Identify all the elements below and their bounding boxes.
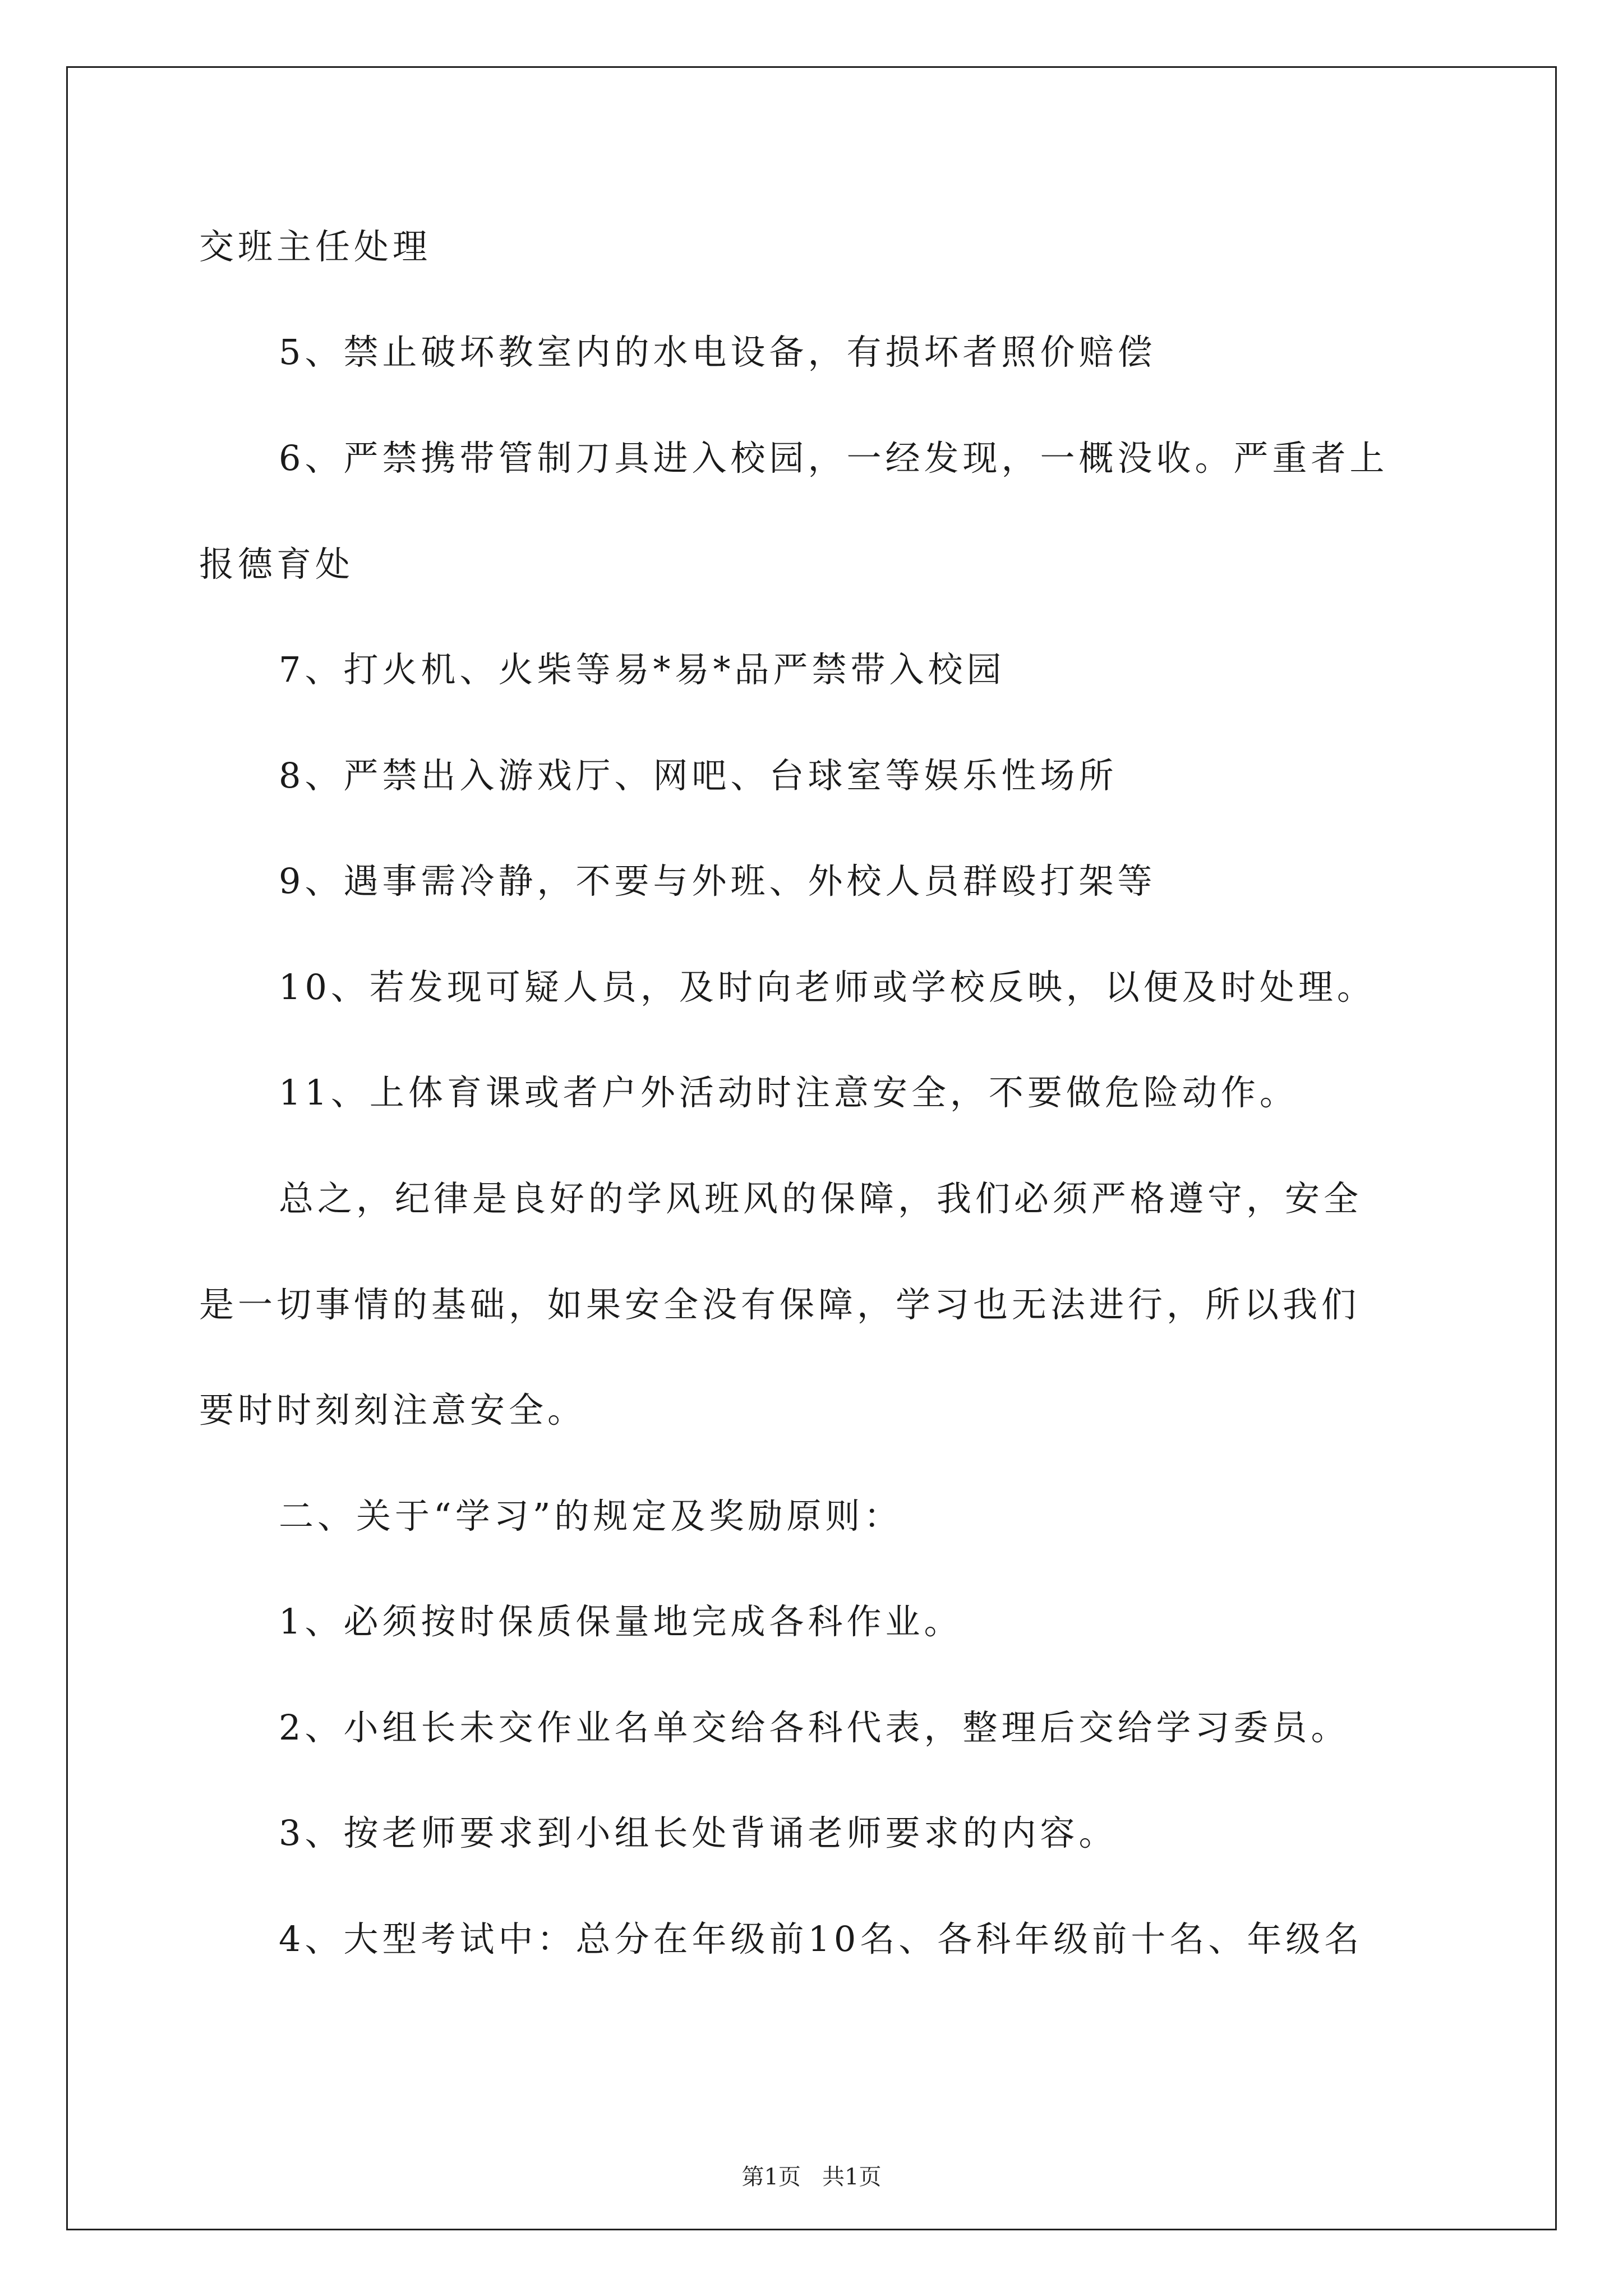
text-line: 2、小组长未交作业名单交给各科代表，整理后交给学习委员。 bbox=[279, 1707, 1350, 1748]
text-line: 6、严禁携带管制刀具进入校园，一经发现，一概没收。严重者上 bbox=[279, 438, 1389, 478]
page-border bbox=[66, 66, 1557, 2230]
text-line: 8、严禁出入游戏厅、网吧、台球室等娱乐性场所 bbox=[279, 755, 1118, 796]
section-heading: 二、关于“学习”的规定及奖励原则： bbox=[279, 1496, 903, 1536]
text-line: 3、按老师要求到小组长处背诵老师要求的内容。 bbox=[279, 1812, 1118, 1853]
page-number-footer: 第1页 共1页 bbox=[741, 2164, 882, 2190]
text-line: 要时时刻刻注意安全。 bbox=[199, 1389, 587, 1430]
text-line: 5、禁止破坏教室内的水电设备，有损坏者照价赔偿 bbox=[279, 332, 1156, 372]
text-line: 11、上体育课或者户外活动时注意安全，不要做危险动作。 bbox=[279, 1072, 1298, 1113]
text-line: 10、若发现可疑人员，及时向老师或学校反映，以便及时处理。 bbox=[279, 967, 1376, 1007]
text-line: 交班主任处理 bbox=[199, 226, 432, 267]
text-line: 7、打火机、火柴等易*易*品严禁带入校园 bbox=[279, 649, 1006, 690]
text-line: 报德育处 bbox=[199, 544, 354, 585]
text-line: 9、遇事需冷静，不要与外班、外校人员群殴打架等 bbox=[279, 861, 1156, 901]
text-line: 总之，纪律是良好的学风班风的保障，我们必须严格遵守，安全 bbox=[279, 1178, 1363, 1219]
text-line: 1、必须按时保质保量地完成各科作业。 bbox=[279, 1601, 963, 1642]
text-line: 4、大型考试中：总分在年级前10名、各科年级前十名、年级名 bbox=[279, 1918, 1363, 1959]
text-line: 是一切事情的基础，如果安全没有保障，学习也无法进行，所以我们 bbox=[199, 1284, 1361, 1325]
